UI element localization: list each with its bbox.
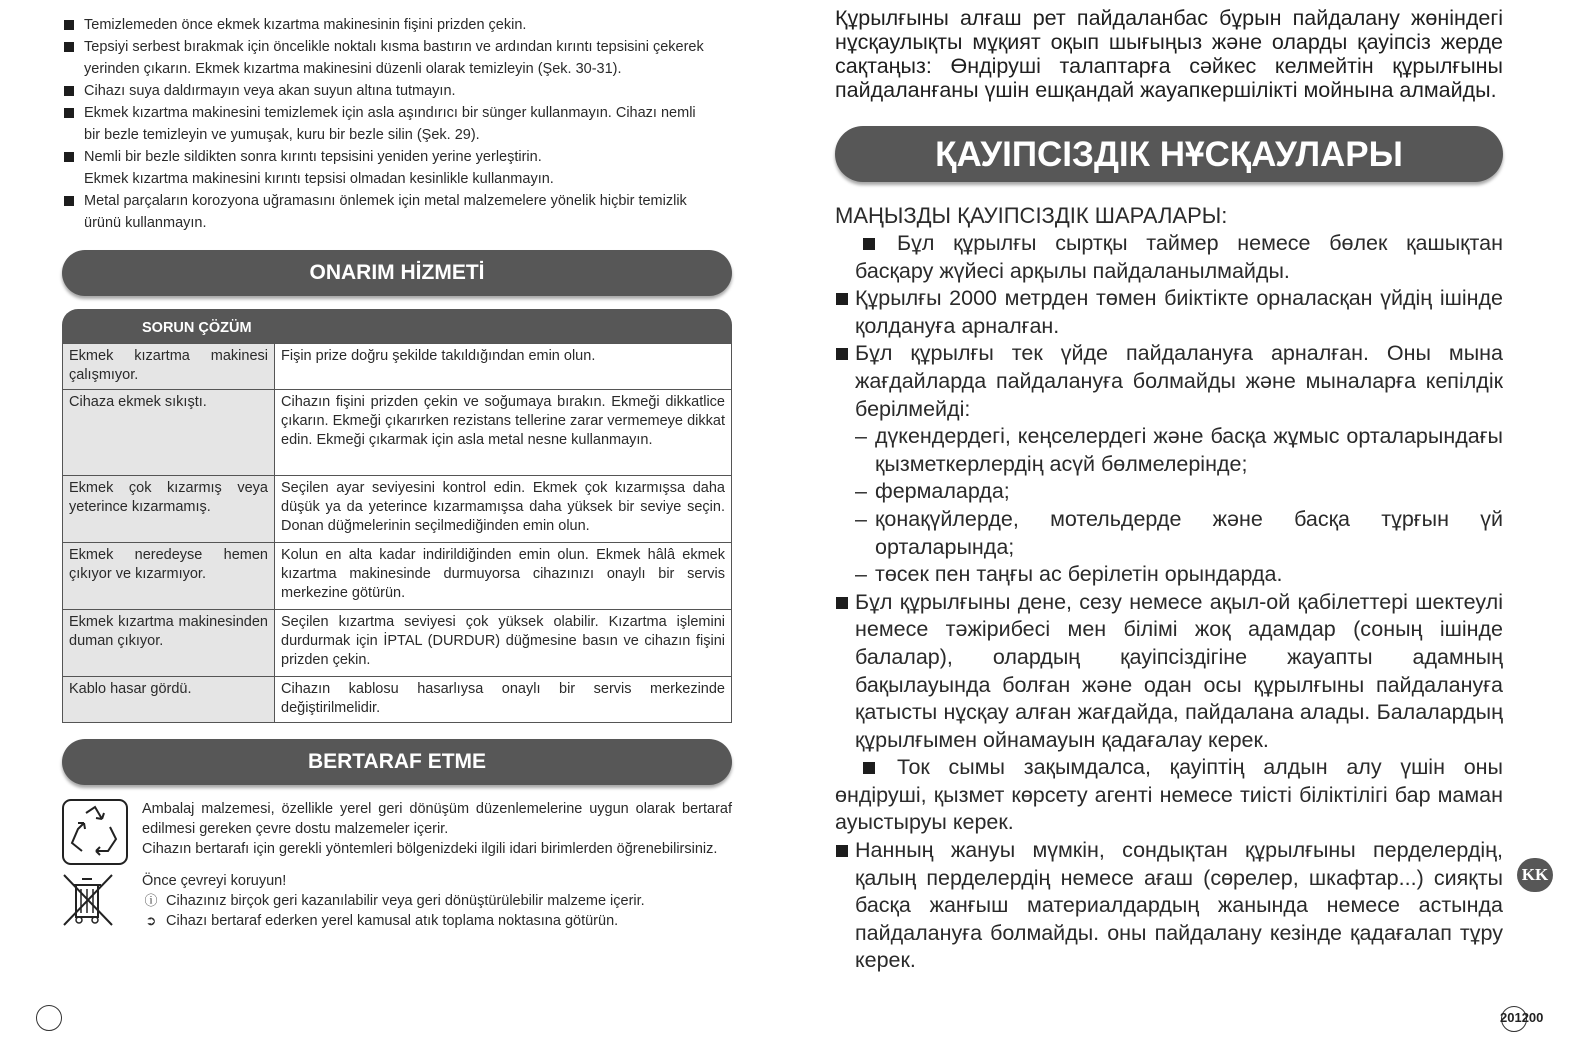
table-row (63, 344, 732, 390)
list-item: – төсек пен таңғы ас берілетін орындарда. (855, 562, 1283, 587)
bullet-square-icon (836, 348, 848, 360)
list-item: – қонақүйлерде, мотельдерде және басқа тұрғын үй орталарында; (855, 506, 1503, 559)
bullet-square-icon (64, 42, 74, 52)
solution-cell: Fişin prize doğru şekilde takıldığından emin olun. (275, 344, 732, 390)
bullet-square-icon (64, 152, 74, 162)
table-header: SORUN ÇÖZÜM (62, 309, 732, 343)
list-item: Tepsiyi serbest bırakmak için öncelikle noktalı kısma bastırın ve ardından kırıntı tepsisini çekerek yerinden çıkarın. Ekmek kızartma makinesini düzenli olarak temizleyin (Şek. 30-31). (62, 36, 732, 80)
safety-bullet-6: Нанның жануы мүмкін, сондықтан құрылғыны перделердің, қалың перделердің немесе ағаш (сөрелер, шкафтар...) сияқты басқа жанғыш материалдардың жанында немесе астында пайдалануға болмайды. оны пайдалану кезінде қадағалап тұру керек. (835, 837, 1503, 975)
cleaning-list (62, 14, 732, 234)
right-page (835, 6, 1503, 975)
problem-cell: Ekmek neredeyse hemen çıkıyor ve kızarmıyor. (63, 543, 275, 610)
disposal-paragraph-1: Ambalaj malzemesi, özellikle yerel geri dönüşüm düzenlemelerine uygun olarak bertaraf edilmesi gereken çevre dostu malzemeler içerir. (142, 801, 732, 837)
list-item: Ekmek kızartma makinesini temizlemek için asla aşındırıcı bir sünger kullanmayın. Cihazı nemli bir bezle temizleyin ve yumuşak, kuru bir bezle silin (Şek. 29). (62, 102, 732, 146)
table-row (63, 390, 732, 476)
environment-line-1: ⓘ Cihazınız birçok geri kazanılabilir veya geri dönüştürülebilir malzeme içerir. (142, 891, 732, 911)
bullet-square-icon (64, 108, 74, 118)
important-safeguards-subtitle: МАҢЫЗДЫ ҚАУІПСІЗДІК ШАРАЛАРЫ: (835, 203, 1228, 228)
problem-cell: Kablo hasar gördü. (63, 677, 275, 723)
info-icon: ⓘ (144, 893, 158, 908)
problem-cell: Ekmek kızartma makinesinden duman çıkıyor. (63, 610, 275, 677)
problem-cell: Ekmek çok kızarmış veya yeterince kızarmamış. (63, 476, 275, 543)
safety-bullet-5: Ток сымы зақымдалса, қауіптің алдын алу үшін оны өндіруші, қызмет көрсету агенті немесе тиісті біліктілігі бар маман ауыстыруы керек. (835, 755, 1503, 835)
list-item: Cihazı suya daldırmayın veya akan suyun altına tutmayın. (62, 80, 732, 102)
arrow-right-icon: ➲ (145, 913, 157, 928)
problem-cell: Cihaza ekmek sıkıştı. (63, 390, 275, 476)
troubleshooting-table (62, 309, 732, 723)
list-item: – дүкендердегі, кеңселердегі және басқа жұмыс орталарындағы қызметкерлердің асүй бөлмелерінде; (855, 424, 1503, 476)
safety-instructions-heading: ҚАУІПСІЗДІК НҰСҚАУЛАРЫ (835, 126, 1503, 182)
environment-line-2: ➲ Cihazı bertaraf ederken yerel kamusal atık toplama noktasına götürün. (142, 911, 732, 931)
bullet-square-icon (836, 293, 848, 305)
repair-service-heading: ONARIM HİZMETİ (62, 250, 732, 296)
disposal-paragraph-2: Cihazın bertarafı için gerekli yöntemleri bölgenizdeki ilgili idari birimlerden öğrenebilirsiniz. (142, 841, 718, 857)
intro-paragraph: Құрылғыны алғаш рет пайдаланбас бұрын пайдалану жөніндегі нұсқаулықты мұқият оқып шығыңыз және оларды қауіпсіз жерде сақтаңыз: Өндіруші талаптарға сәйкес келмейтін құрылғыны пайдаланғаны үшін ешқандай жауапкершілікті мойнына алмайды. (835, 6, 1503, 102)
left-page (62, 14, 732, 931)
environment-heading: Önce çevreyi koruyun! (142, 873, 287, 889)
safety-bullet-1: Бұл құрылғы сыртқы таймер немесе бөлек қашықтан басқару жүйесі арқылы пайдаланылмайды. (855, 231, 1503, 283)
environment-section (62, 871, 732, 931)
disposal-section (62, 799, 732, 865)
solution-cell: Cihazın kablosu hasarlıysa onaylı bir servis merkezinde değiştirilmelidir. (275, 677, 732, 723)
solution-cell: Cihazın fişini prizden çekin ve soğumaya bırakın. Ekmeği dikkatlice çıkarın. Ekmeği çıkarırken rezistans tellerine zarar vermemeye dikkat edin. Ekmeği çıkarmak için asla metal nesne kullanmayın. (275, 390, 732, 476)
list-item: Nemli bir bezle sildikten sonra kırıntı tepsisini yeniden yerine yerleştirin. Ekmek kızartma makinesini kırıntı tepsisi olmadan kesinlikle kullanmayın. (62, 146, 732, 190)
bullet-square-icon (863, 762, 875, 774)
bullet-square-icon (64, 196, 74, 206)
safety-bullet-4: Бұл құрылғыны дене, сезу немесе ақыл-ой қабілеттері шектеулі немесе тәжірибесі мен білімі жоқ адамдар (соның ішінде балалар), олардың қауіпсіздігіне жауапты адамның бақылауында болған және одан осы құрылғыны пайдалануға қатысты нұсқау алған жағдайда, пайдалана алады. Балалардың құрылғымен ойнамауын қадағалау керек. (835, 589, 1503, 755)
table-row (63, 677, 732, 723)
page-marker-icon (36, 1005, 62, 1031)
bullet-square-icon (836, 845, 848, 857)
bullet-square-icon (64, 20, 74, 30)
problem-cell: Ekmek kızartma makinesi çalışmıyor. (63, 344, 275, 390)
list-item: Temizlemeden önce ekmek kızartma makinesinin fişini prizden çekin. (62, 14, 732, 36)
recycle-icon (62, 799, 128, 865)
list-item: Metal parçaların korozyona uğramasını önlemek için metal malzemelere yönelik hiçbir temizlik ürünü kullanmayın. (62, 190, 732, 234)
safety-bullet-2: Құрылғы 2000 метрден төмен биіктікте орналасқан үйдің ішінде қолдануға арналған. (835, 285, 1503, 340)
solution-cell: Kolun en alta kadar indirildiğinden emin olun. Ekmek hâlâ ekmek kızartma makinesinde durmuyorsa cihazınızı onaylı bir servis merkezine götürün. (275, 543, 732, 610)
bullet-square-icon (836, 597, 848, 609)
list-item: – фермаларда; (855, 479, 1010, 504)
solution-cell: Seçilen kızartma seviyesi çok yüksek olabilir. Kızartma işlemini durdurmak için İPTAL (DURDUR) düğmesine basın ve cihazın fişini prizden çekin. (275, 610, 732, 677)
solution-cell: Seçilen ayar seviyesini kontrol edin. Ekmek çok kızarmışsa daha düşük ya da yeterince kızarmamışsa daha yüksek bir seviye seçin. Donan düğmelerinin seçilmediğinden emin olun. (275, 476, 732, 543)
language-badge: KK (1517, 858, 1553, 892)
table-row (63, 476, 732, 543)
table-row (63, 543, 732, 610)
bullet-square-icon (863, 238, 875, 250)
table-row (63, 610, 732, 677)
disposal-heading: BERTARAF ETME (62, 739, 732, 785)
crossed-bin-icon (62, 871, 128, 931)
safety-bullet-3: Бұл құрылғы тек үйде пайдалануға арналған. Оны мына жағдайларда пайдалануға болмайды және мыналарға кепілдік берілмейді: (835, 340, 1503, 423)
document-code: 201200 (1500, 1010, 1544, 1025)
bullet-square-icon (64, 86, 74, 96)
